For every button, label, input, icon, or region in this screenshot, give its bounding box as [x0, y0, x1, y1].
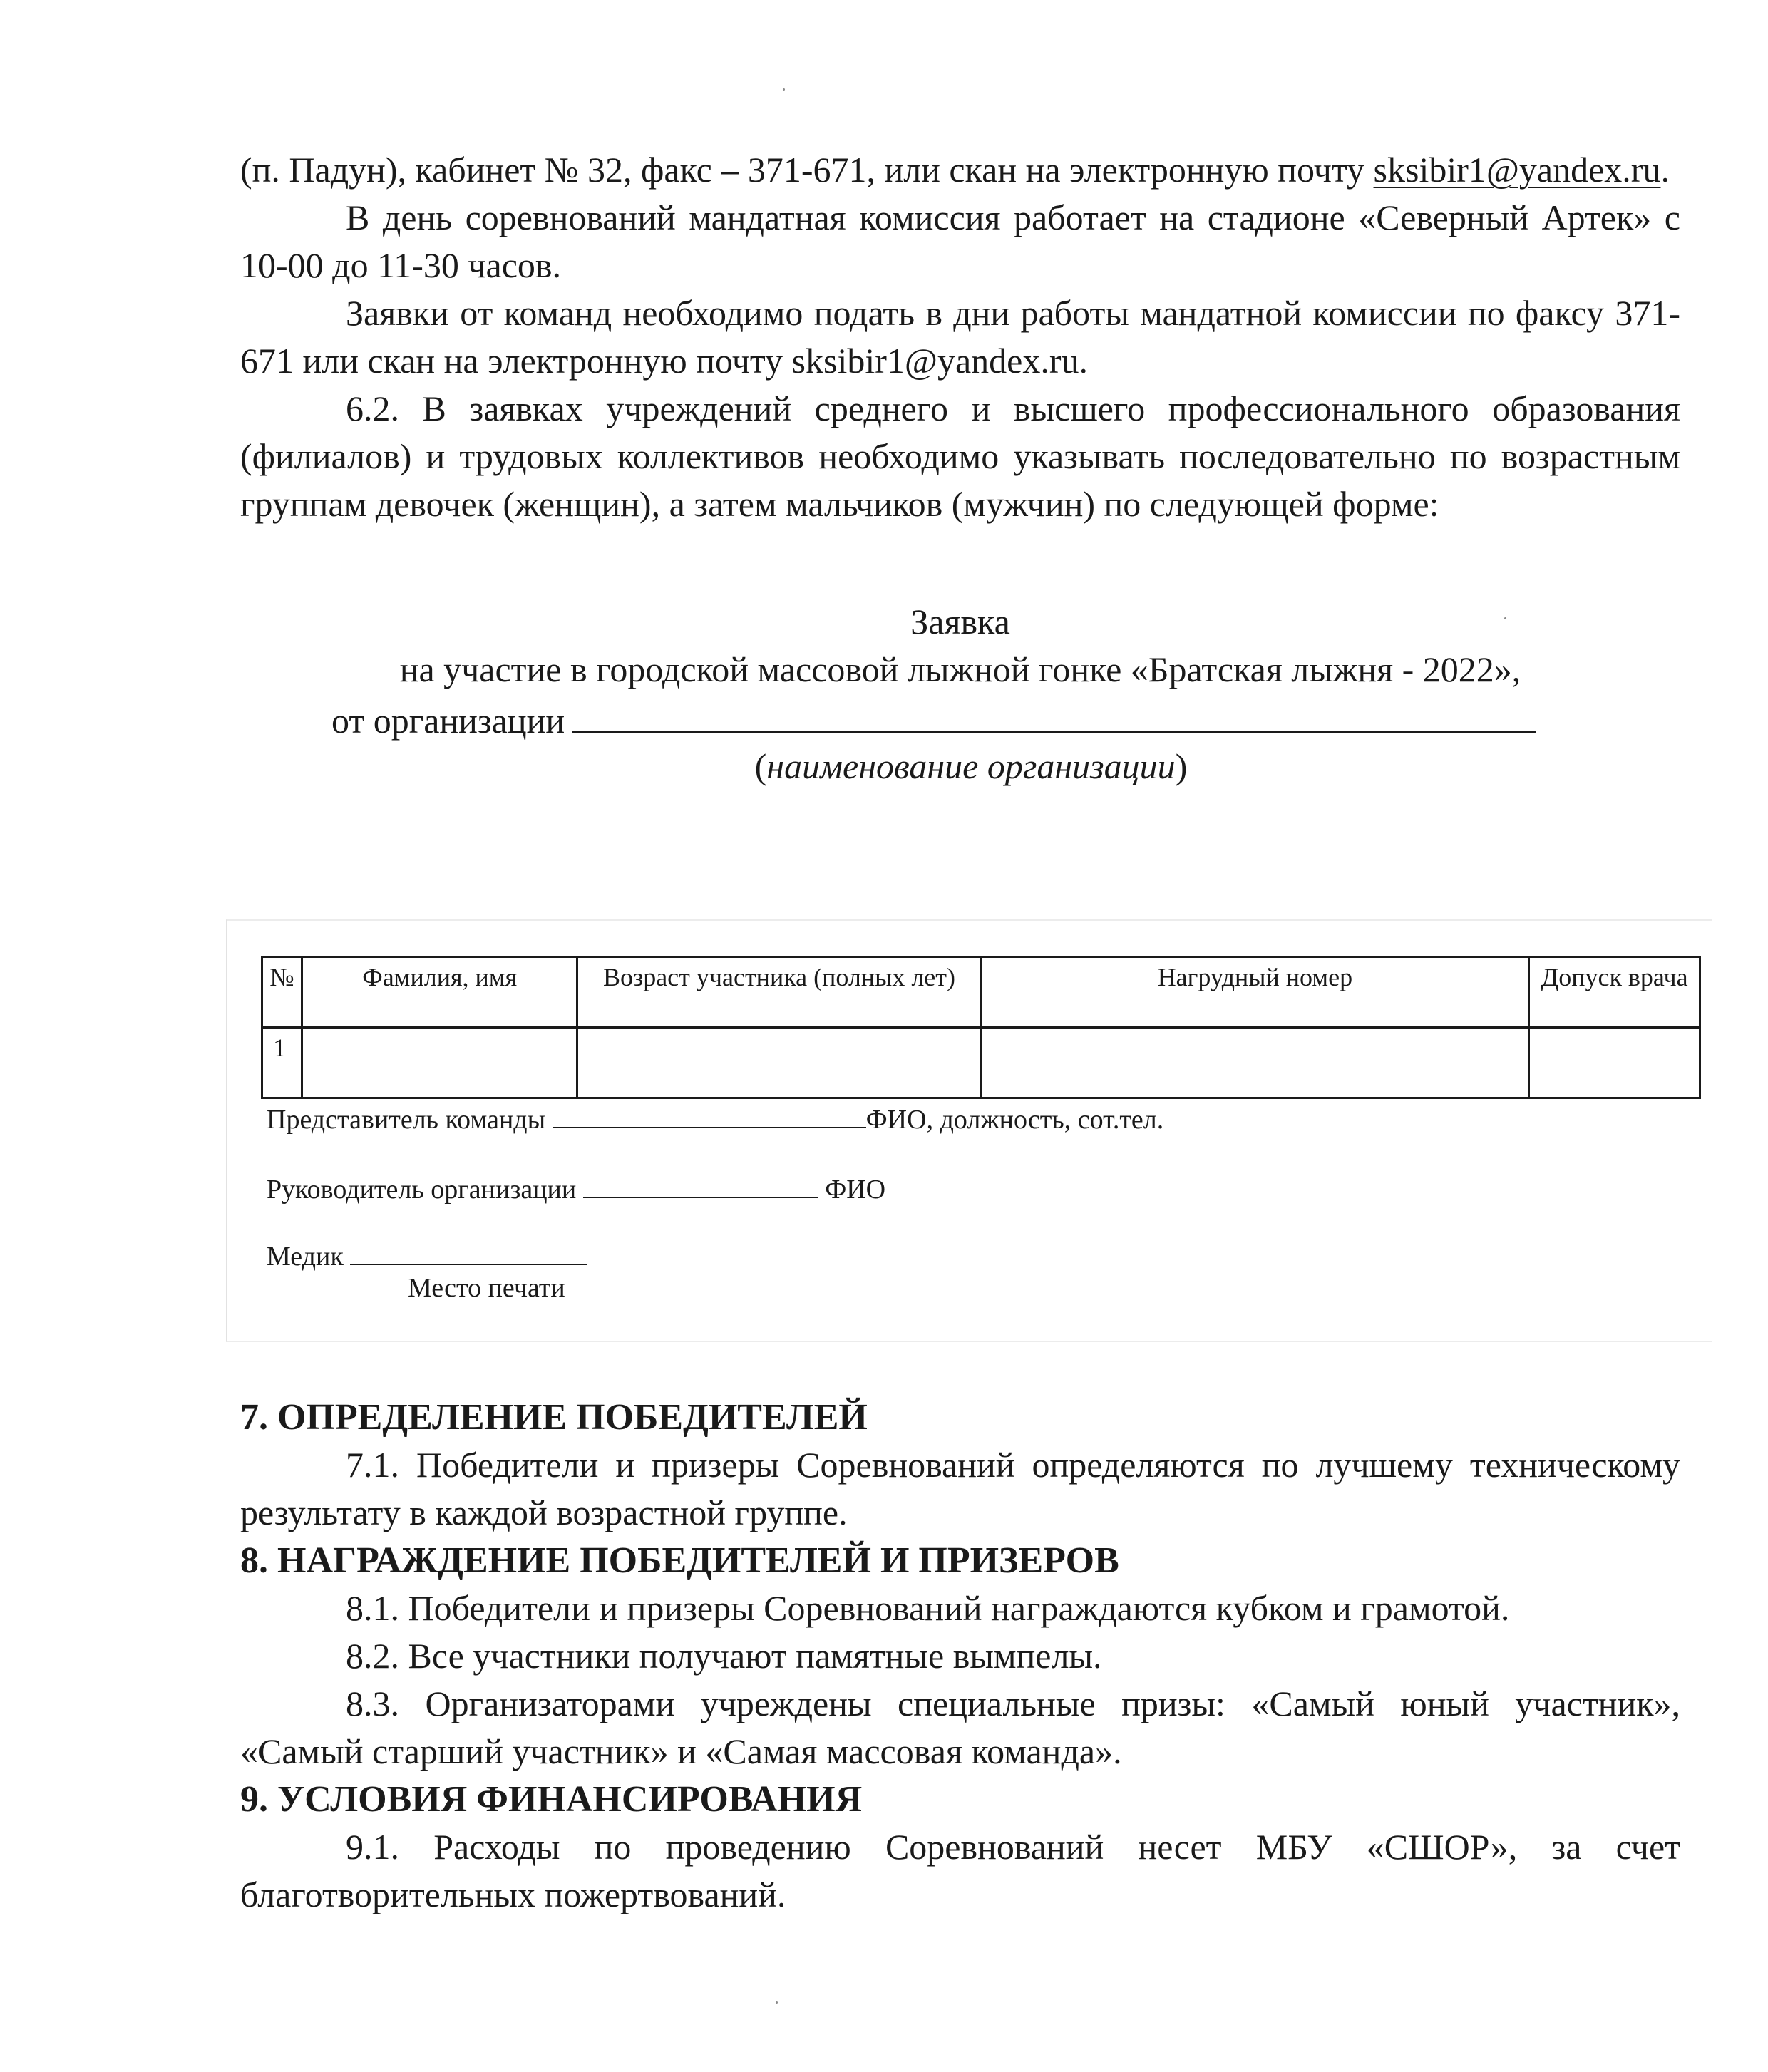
section-heading: 8. НАГРАЖДЕНИЕ ПОБЕДИТЕЛЕЙ И ПРИЗЕРОВ — [240, 1540, 1119, 1581]
head-blank[interactable] — [583, 1171, 818, 1198]
org-caption: (наименование организации) — [754, 746, 1188, 786]
cell-number: 1 — [262, 1028, 302, 1098]
head-suffix: ФИО — [825, 1175, 886, 1205]
paragraph-address: (п. Падун), кабинет № 32, факс – 371-671, или скан на электронную почту sksibir1@yandex.ru. — [240, 150, 1670, 190]
paragraph-8-1: 8.1. Победители и призеры Соревнований награждаются кубком и грамотой. — [346, 1588, 1510, 1628]
section-heading: 7. ОПРЕДЕЛЕНИЕ ПОБЕДИТЕЛЕЙ — [240, 1397, 868, 1438]
entry-table — [261, 956, 1701, 1099]
paragraph-9-1: 9.1. Расходы по проведению Соревнований несет МБУ «СШОР», за счет благотворительных пожертвований. — [240, 1827, 1680, 1914]
head-line — [267, 1171, 885, 1207]
header-bib: Нагрудный номер — [981, 957, 1529, 1028]
header-number: № — [262, 957, 302, 1028]
head-label: Руководитель организации — [267, 1175, 577, 1205]
table-row — [262, 1028, 1700, 1098]
stamp-label: Место печати — [408, 1273, 565, 1303]
medic-blank[interactable] — [350, 1238, 587, 1265]
section-heading: 9. УСЛОВИЯ ФИНАНСИРОВАНИЯ — [240, 1779, 863, 1820]
representative-label: Представитель команды — [267, 1105, 546, 1135]
representative-blank[interactable] — [552, 1101, 866, 1128]
header-age: Возраст участника (полных лет) — [577, 957, 981, 1028]
org-line — [240, 694, 1680, 745]
medic-line — [267, 1238, 587, 1274]
intro-text — [240, 146, 1680, 790]
scan-speck — [783, 88, 785, 91]
form-title: Заявка — [910, 602, 1010, 641]
cell-age[interactable] — [577, 1028, 981, 1098]
paragraph-7-1: 7.1. Победители и призеры Соревнований определяются по лучшему техническому результату в каждой возрастной группе. — [240, 1445, 1680, 1532]
paragraph-8-2: 8.2. Все участники получают памятные вымпелы. — [346, 1636, 1102, 1676]
paragraph-mandate-day: В день соревнований мандатная комиссия работает на стадионе «Северный Артек» с 10-00 до 11-30 часов. — [240, 197, 1680, 285]
org-blank-field[interactable] — [572, 694, 1536, 733]
org-label: от организации — [332, 701, 565, 741]
paragraph-8-3: 8.3. Организаторами учреждены специальные призы: «Самый юный участник», «Самый старший участник» и «Самая массовая команда». — [240, 1684, 1680, 1771]
header-name: Фамилия, имя — [302, 957, 577, 1028]
paragraph-6-2: 6.2. В заявках учреждений среднего и высшего профессионального образования (филиалов) и трудовых коллективов необходимо указывать последовательно по возрастным группам девочек (женщин), а затем мальчиков (мужчин) по следующей форме: — [240, 388, 1680, 524]
cell-bib[interactable] — [981, 1028, 1529, 1098]
cell-name[interactable] — [302, 1028, 577, 1098]
paragraph-applications: Заявки от команд необходимо подать в дни работы мандатной комиссии по факсу 371-671 или скан на электронную почту sksibir1@yandex.ru. — [240, 293, 1680, 381]
form-subtitle: на участие в городской массовой лыжной гонке «Братская лыжня - 2022», — [399, 649, 1521, 689]
cell-doctor[interactable] — [1529, 1028, 1700, 1098]
representative-suffix: ФИО, должность, сот.тел. — [865, 1105, 1164, 1135]
form-header — [240, 598, 1680, 790]
table-header-row — [262, 957, 1700, 1028]
representative-line — [267, 1101, 1163, 1137]
scan-speck — [776, 2001, 778, 2004]
medic-label: Медик — [267, 1242, 344, 1272]
email-link[interactable]: sksibir1@yandex.ru — [1373, 150, 1661, 190]
sections — [240, 1393, 1680, 1919]
header-doctor: Допуск врача — [1529, 957, 1700, 1028]
